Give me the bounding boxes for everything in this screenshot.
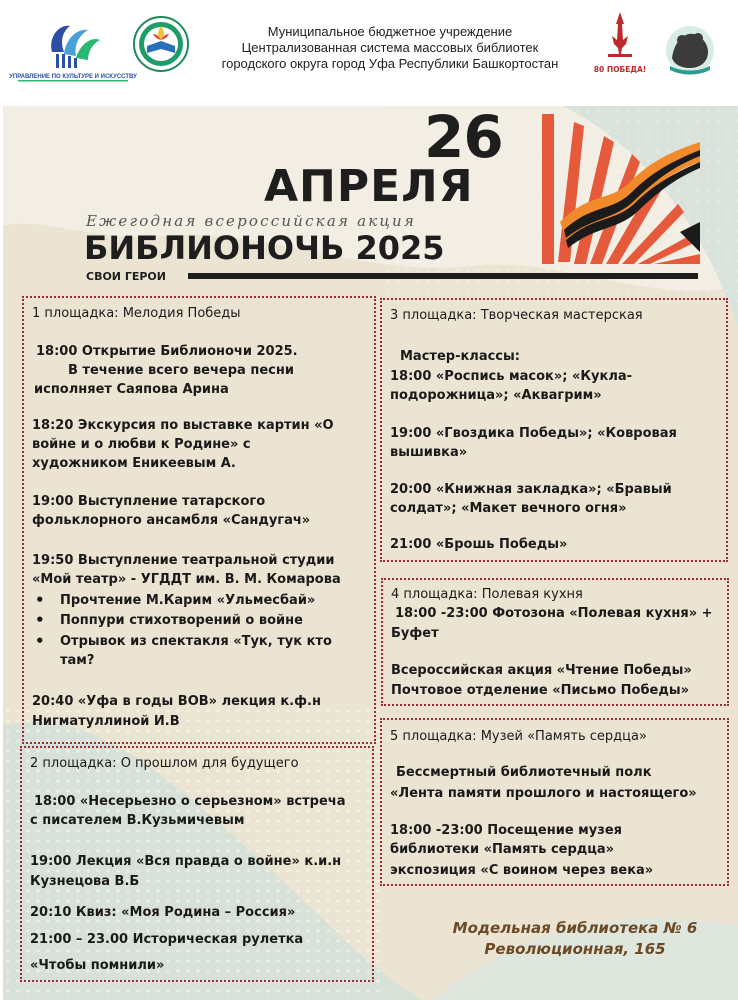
st-george-ribbon-icon xyxy=(540,112,705,270)
venue-5-line: 18:00 -23:00 Посещение музея xyxy=(390,823,622,838)
venue-3-line: 19:00 «Гвоздика Победы»; «Ковровая xyxy=(390,426,677,441)
venue-1-line: Нигматуллиной И.В xyxy=(32,714,180,729)
venue-4-line: Почтовое отделение «Письмо Победы» xyxy=(391,683,690,698)
venue-3-line: солдат»; «Макет вечного огня» xyxy=(390,501,627,516)
venue-2-line: 21:00 – 23.00 Историческая рулетка xyxy=(30,932,304,947)
institution-line-2: Централизованная система массовых библиотек xyxy=(241,40,539,55)
venue-2-line: 18:00 «Несерьезно о серьезном» встреча xyxy=(34,794,346,809)
venue-1-line: художником Еникеевым А. xyxy=(32,456,236,471)
venue-3-line: 18:00 «Роспись масок»; «Кукла- xyxy=(390,369,633,384)
institution-line-1: Муниципальное бюджетное учреждение xyxy=(267,24,513,39)
venue-5-line: экспозиция «С воином через века» xyxy=(390,863,654,878)
venue-2-line: 20:10 Квиз: «Моя Родина – Россия» xyxy=(30,905,296,920)
library-street: Революционная, 165 xyxy=(484,940,666,958)
action-subtitle: Ежегодная всероссийская акция xyxy=(86,212,417,230)
venue-5-line: Бессмертный библиотечный полк xyxy=(396,765,652,780)
venue-1-line: 18:20 Экскурсия по выставке картин «О xyxy=(32,418,334,433)
venue-3-line: 21:00 «Брошь Победы» xyxy=(390,537,568,552)
event-date-month: АПРЕЛЯ xyxy=(264,161,474,212)
venue-1-line: В течение всего вечера песни xyxy=(68,363,294,378)
library-address xyxy=(440,918,710,960)
venue-1-block xyxy=(22,296,376,744)
venue-2-heading: 2 площадка: О прошлом для будущего xyxy=(30,756,299,771)
event-date-day: 26 xyxy=(424,103,503,171)
venue-3-heading: 3 площадка: Творческая мастерская xyxy=(390,308,643,323)
victory-80-text: 80 ПОБЕДА! xyxy=(593,65,647,74)
title-underline xyxy=(188,273,698,279)
venue-1-line: исполняет Саяпова Арина xyxy=(34,382,229,397)
venue-1-bullet: • Прочтение М.Карим «Ульмесбай» xyxy=(60,591,315,610)
victory-80-logo-icon xyxy=(593,10,647,80)
venue-3-line: вышивка» xyxy=(390,445,468,460)
venue-2-block xyxy=(20,746,374,982)
library-name: Модельная библиотека № 6 xyxy=(452,919,698,937)
venue-4-line: Всероссийская акция «Чтение Победы» xyxy=(391,663,692,678)
venue-4-line: Буфет xyxy=(391,626,439,641)
venue-4-block xyxy=(381,578,729,706)
library-system-logo-icon xyxy=(133,16,189,72)
venue-5-heading: 5 площадка: Музей «Память сердца» xyxy=(390,729,647,744)
venue-1-line: 20:40 «Уфа в годы ВОВ» лекция к.ф.н xyxy=(32,694,321,709)
header xyxy=(0,0,738,96)
venue-5-line: библиотеки «Память сердца» xyxy=(390,842,615,857)
venue-5-line: «Лента памяти прошлого и настоящего» xyxy=(390,786,697,801)
venue-3-line: подорожница»; «Аквагрим» xyxy=(390,388,602,403)
venue-4-heading: 4 площадка: Полевая кухня xyxy=(391,587,583,602)
institution-line-3: городского округа город Уфа Республики Башкортостан xyxy=(221,56,559,71)
venue-2-line: «Чтобы помнили» xyxy=(30,958,165,973)
venue-2-line: 19:00 Лекция «Вся правда о войне» к.и.н xyxy=(30,854,342,869)
venue-1-line: там? xyxy=(60,653,95,668)
venue-2-line: с писателем В.Кузьмичевым xyxy=(30,813,245,828)
venue-5-block xyxy=(380,718,729,886)
venue-3-block xyxy=(380,298,728,562)
culture-logo-caption: УПРАВЛЕНИЕ ПО КУЛЬТУРЕ И ИСКУССТВУ xyxy=(9,74,137,80)
bear-emblem-logo-icon xyxy=(662,22,718,78)
institution-name xyxy=(196,24,584,72)
venue-3-line: Мастер-классы: xyxy=(400,349,520,364)
venue-1-line: 19:00 Выступление татарского xyxy=(32,494,266,509)
venue-1-line: «Мой театр» - УГДДТ им. В. М. Комарова xyxy=(32,572,341,587)
venue-1-line: войне и о любви к Родине» с xyxy=(32,437,251,452)
culture-department-logo-icon xyxy=(9,14,137,84)
venue-1-bullet: • Поппури стихотворений о войне xyxy=(60,611,303,630)
venue-1-heading: 1 площадка: Мелодия Победы xyxy=(32,306,241,321)
venue-4-line: 18:00 -23:00 Фотозона «Полевая кухня» + xyxy=(395,606,713,621)
event-tagline: СВОИ ГЕРОИ xyxy=(86,270,166,283)
venue-1-line: 18:00 Открытие Библионочи 2025. xyxy=(36,344,298,359)
venue-3-line: 20:00 «Книжная закладка»; «Бравый xyxy=(390,482,672,497)
venue-1-bullet: • Отрывок из спектакля «Тук, тук кто xyxy=(60,632,332,651)
event-title: БИБЛИОНОЧЬ 2025 xyxy=(84,229,445,267)
venue-1-line: фольклорного ансамбля «Сандугач» xyxy=(32,513,311,528)
venue-1-line: 19:50 Выступление театральной студии xyxy=(32,553,335,568)
venue-2-line: Кузнецова В.Б xyxy=(30,874,140,889)
